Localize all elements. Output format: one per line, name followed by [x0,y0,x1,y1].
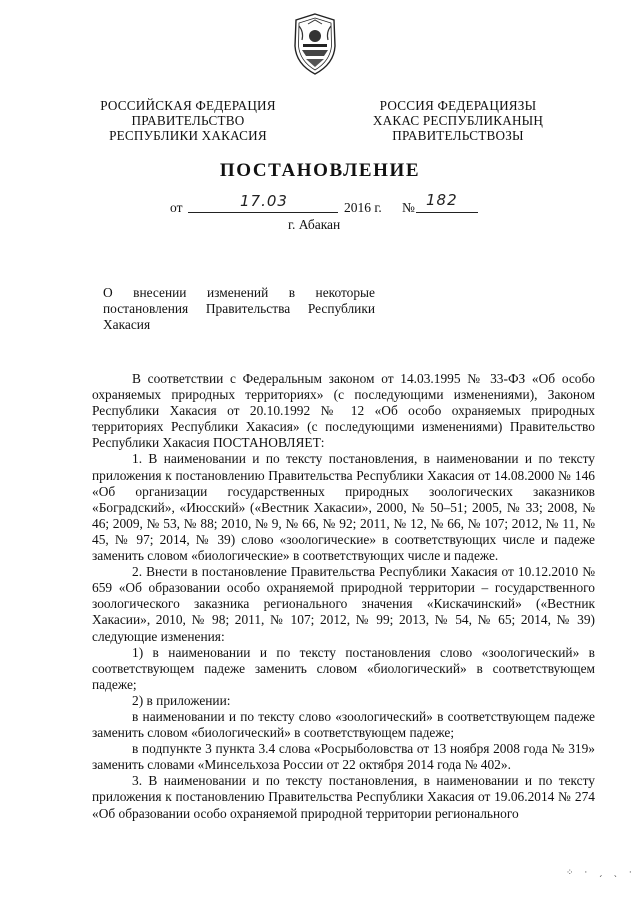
header-left-block [78,98,298,143]
body-paragraph: в подпункте 3 пункта 3.4 слова «Росрыболовства от 13 ноября 2008 года № 319» заменить словами «Минсельхоза России от 22 октября 2014 года № 402». [92,741,595,773]
number-underline [416,212,478,213]
subject-line: Хакасия [103,317,151,332]
subject-line: О внесении изменений в некоторые [103,285,375,300]
date-prefix: от [170,200,183,215]
handwritten-date: 17.03 [240,192,288,210]
body-paragraph: В соответствии с Федеральным законом от 14.03.1995 № 33-ФЗ «Об особо охраняемых природных территориях» (с последующими изменениями), Законом Республики Хакасия от 20.10.1992 № 12 «Об особо охраняемых природных территориях Республики Хакасия» (с последующими изменениями) Правительство Республики Хакасия ПОСТАНОВЛЯЕТ: [92,371,595,451]
header-right-line: ХАКАС РЕСПУБЛИКАНЫҢ [372,113,544,128]
header-left-line: ПРАВИТЕЛЬСТВО [131,113,245,128]
body-paragraph: 1) в наименовании и по тексту постановления слово «зоологический» в соответствующем падеже заменить словом «биологический» в соответствующем падеже; [92,644,595,692]
header-left-line: РОССИЙСКАЯ ФЕДЕРАЦИЯ [100,98,276,113]
scan-marks: ⁘ · ˏ ˎ · [566,868,636,878]
body-paragraph: 3. В наименовании и по тексту постановления, в наименовании и по тексту приложения к постановлению Правительства Республики Хакасия от 19.06.2014 № 274 «Об образовании особо охраняемой природной территории регионального [92,773,595,821]
body-paragraph: 2. Внести в постановление Правительства Республики Хакасия от 10.12.2010 № 659 «Об образовании особо охраняемой природной территории – государственного зоологического заказника регионального значения «Кискачинский» («Вестник Хакасии», 2010, № 98; 2011, № 107; 2012, № 99; 2013, № 54, № 65; 2014, № 39) следующие изменения: [92,564,595,644]
subject-block [103,285,375,333]
document-title: ПОСТАНОВЛЕНИЕ [219,160,421,181]
date-underline [188,212,338,213]
coat-of-arms-icon [288,12,342,76]
document-body [92,371,595,822]
header-right-line: ПРАВИТЕЛЬСТВОЗЫ [392,128,524,143]
header-right-line: РОССИЯ ФЕДЕРАЦИЯЗЫ [379,98,537,113]
body-paragraph: 1. В наименовании и по тексту постановления, в наименовании и по тексту приложения к постановлению Правительства Республики Хакасия от 14.08.2000 № 146 «Об организации государственных природных зоологических заказников «Боградский», «Июсский» («Вестник Хакасии», 2000, № 50–51; 2005, № 33; 2008, № 46; 2009, № 53, № 88; 2010, № 9, № 66, № 92; 2011, № 12, № 66, № 107; 2012, № 11, № 45, № 97; 2014, № 39) слово «зоологические» в соответствующих числе и падеже заменить словом «биологические» в соответствующих числе и падеже. [92,451,595,564]
body-paragraph: в наименовании и по тексту слово «зоологический» в соответствующем падеже заменить словом «биологический» в соответствующем падеже; [92,708,595,741]
header-right-block [338,98,578,143]
date-year: 2016 г. [344,200,382,215]
body-paragraph: 2) в приложении: [132,692,231,708]
city-line: г. Абакан [288,217,341,232]
number-label: № [402,200,415,215]
handwritten-number: 182 [426,191,458,209]
header-left-line: РЕСПУБЛИКИ ХАКАСИЯ [109,128,267,143]
subject-line: постановления Правительства Республики [103,301,375,316]
